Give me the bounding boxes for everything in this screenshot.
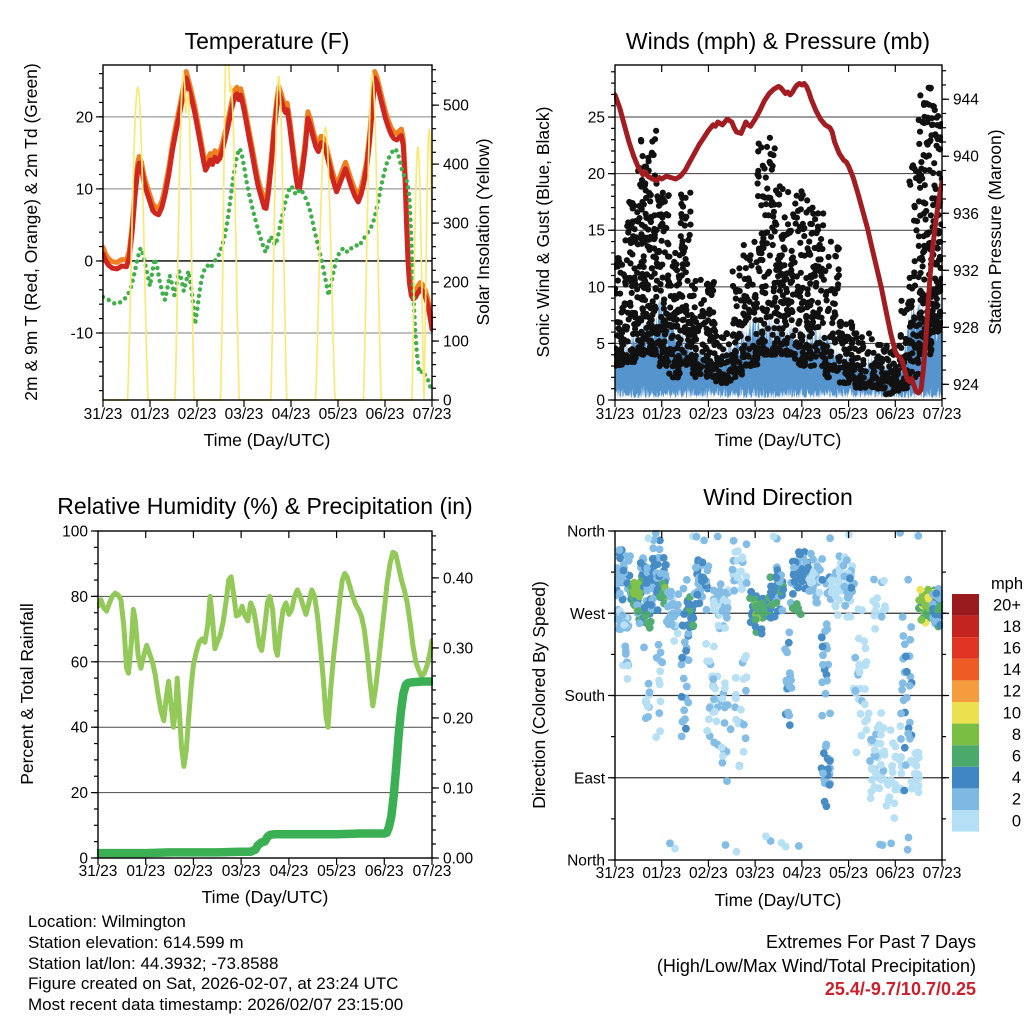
series-direction-dots: [612, 529, 946, 856]
svg-text:04/23: 04/23: [782, 406, 822, 423]
svg-text:20: 20: [70, 785, 88, 803]
svg-text:0.00: 0.00: [443, 850, 474, 868]
svg-text:6: 6: [1011, 747, 1021, 766]
winds-pressure-plot: [512, 0, 1024, 465]
humidity-precipitation-chart: [0, 465, 512, 925]
winds-pressure-chart: [512, 0, 1024, 465]
figure-created-timestamp: Figure created on Sat, 2026-02-07, at 23:24 UTC: [28, 974, 399, 994]
svg-text:40: 40: [70, 719, 88, 737]
svg-text:02/23: 02/23: [689, 406, 728, 423]
temperature-chart: [0, 0, 512, 465]
svg-text:03/23: 03/23: [735, 865, 775, 882]
svg-text:05/23: 05/23: [318, 406, 358, 423]
svg-text:5: 5: [596, 335, 605, 353]
humidity-precip-series: [98, 552, 432, 853]
temperature-series: [103, 30, 432, 400]
svg-text:05/23: 05/23: [829, 865, 868, 882]
svg-text:100: 100: [443, 333, 469, 351]
svg-text:01/23: 01/23: [642, 406, 682, 423]
series-relative-humidity: [98, 552, 432, 766]
series-solar: [103, 30, 432, 400]
recent-data-timestamp: Most recent data timestamp: 2026/02/07 23:15:00: [28, 995, 404, 1015]
svg-text:07/23: 07/23: [922, 865, 962, 882]
svg-text:04/23: 04/23: [269, 863, 309, 880]
svg-text:Time (Day/UTC): Time (Day/UTC): [714, 890, 842, 910]
svg-text:01/23: 01/23: [126, 863, 166, 880]
svg-text:20: 20: [75, 109, 93, 127]
svg-text:01/23: 01/23: [642, 865, 682, 882]
svg-text:31/23: 31/23: [595, 406, 635, 423]
svg-text:0: 0: [79, 850, 88, 868]
svg-text:-10: -10: [70, 325, 93, 343]
svg-text:10: 10: [75, 181, 93, 199]
svg-text:Relative Humidity (%) & Precip: Relative Humidity (%) & Precipitation (in): [57, 493, 473, 519]
svg-text:932: 932: [953, 262, 979, 280]
svg-text:Direction (Colored By Speed): Direction (Colored By Speed): [529, 581, 549, 809]
svg-text:80: 80: [70, 588, 88, 606]
svg-text:2: 2: [1011, 790, 1021, 809]
svg-text:Winds (mph) & Pressure (mb): Winds (mph) & Pressure (mb): [625, 28, 931, 54]
wind-direction-series: [612, 529, 946, 856]
svg-text:Time (Day/UTC): Time (Day/UTC): [203, 430, 331, 450]
svg-text:936: 936: [953, 205, 979, 223]
svg-text:31/23: 31/23: [78, 863, 118, 880]
svg-text:2m & 9m T (Red, Orange) & 2m T: 2m & 9m T (Red, Orange) & 2m Td (Green): [21, 63, 41, 401]
extremes-values: 25.4/-9.7/10.7/0.25: [824, 979, 976, 999]
svg-text:06/23: 06/23: [875, 406, 915, 423]
station-info: [28, 912, 403, 1016]
svg-text:200: 200: [443, 274, 469, 292]
svg-text:Time (Day/UTC): Time (Day/UTC): [714, 430, 842, 450]
wind-direction-chart: [512, 465, 1024, 945]
svg-text:06/23: 06/23: [875, 865, 915, 882]
svg-text:31/23: 31/23: [595, 865, 635, 882]
svg-text:0: 0: [443, 392, 452, 410]
winds-pressure-series: [612, 84, 945, 399]
svg-text:928: 928: [953, 319, 979, 337]
svg-text:05/23: 05/23: [829, 406, 868, 423]
svg-text:07/23: 07/23: [412, 406, 452, 423]
svg-text:31/23: 31/23: [83, 406, 123, 423]
svg-text:924: 924: [953, 376, 979, 394]
svg-text:07/23: 07/23: [412, 863, 452, 880]
station-location: Location: Wilmington: [28, 912, 186, 931]
svg-text:North: North: [567, 523, 605, 541]
svg-text:0.10: 0.10: [443, 780, 474, 798]
wind-speed-legend: [952, 575, 1023, 832]
svg-text:18: 18: [1002, 617, 1021, 636]
temperature-plot: [0, 0, 512, 465]
station-elevation: Station elevation: 614.599 m: [28, 932, 244, 952]
svg-text:South: South: [564, 688, 605, 705]
svg-text:300: 300: [443, 215, 469, 233]
station-latlon: Station lat/lon: 44.3932; -73.8588: [28, 953, 279, 973]
svg-text:0.40: 0.40: [443, 570, 474, 588]
svg-text:mph: mph: [990, 575, 1024, 593]
humidity-precip-plot: [0, 465, 512, 925]
svg-text:Sonic Wind & Gust (Blue, Black: Sonic Wind & Gust (Blue, Black): [533, 106, 553, 358]
extremes-summary: [657, 931, 976, 1002]
svg-text:West: West: [569, 605, 605, 623]
svg-text:Station Pressure (Maroon): Station Pressure (Maroon): [985, 129, 1005, 335]
svg-text:Solar Insolation (Yellow): Solar Insolation (Yellow): [473, 138, 493, 326]
svg-text:05/23: 05/23: [317, 863, 356, 880]
svg-text:02/23: 02/23: [177, 406, 217, 423]
svg-text:8: 8: [1011, 725, 1021, 744]
svg-text:14: 14: [1002, 661, 1021, 680]
svg-text:06/23: 06/23: [364, 863, 404, 880]
series-total-precip: [98, 682, 432, 854]
svg-text:25: 25: [587, 109, 605, 127]
svg-text:06/23: 06/23: [365, 406, 405, 423]
svg-text:400: 400: [443, 156, 469, 174]
svg-text:07/23: 07/23: [922, 406, 962, 423]
svg-text:Wind Direction: Wind Direction: [703, 484, 853, 510]
svg-text:East: East: [573, 770, 605, 788]
svg-text:Time (Day/UTC): Time (Day/UTC): [201, 887, 329, 907]
svg-text:0: 0: [596, 392, 605, 410]
svg-text:100: 100: [62, 523, 88, 541]
svg-text:02/23: 02/23: [174, 863, 213, 880]
svg-text:944: 944: [953, 91, 979, 109]
svg-text:12: 12: [1002, 682, 1021, 701]
svg-text:0.30: 0.30: [443, 640, 474, 658]
svg-text:04/23: 04/23: [271, 406, 311, 423]
svg-text:North: North: [567, 852, 605, 870]
svg-text:Temperature (F): Temperature (F): [184, 28, 350, 54]
svg-text:01/23: 01/23: [130, 406, 170, 423]
svg-text:03/23: 03/23: [735, 406, 775, 423]
svg-text:04/23: 04/23: [782, 865, 822, 882]
svg-text:02/23: 02/23: [689, 865, 728, 882]
svg-text:0.20: 0.20: [443, 710, 474, 728]
svg-text:940: 940: [953, 148, 979, 166]
svg-text:60: 60: [70, 654, 88, 672]
svg-text:500: 500: [443, 97, 469, 115]
svg-text:10: 10: [587, 279, 605, 297]
svg-text:20: 20: [587, 166, 605, 184]
svg-text:4: 4: [1011, 769, 1021, 788]
extremes-heading: Extremes For Past 7 Days: [765, 932, 976, 952]
svg-text:16: 16: [1002, 639, 1021, 658]
svg-text:0: 0: [84, 253, 93, 271]
svg-text:Percent & Total Rainfall: Percent & Total Rainfall: [17, 603, 37, 785]
extremes-subheading: (High/Low/Max Wind/Total Precipitation): [656, 955, 976, 976]
svg-text:15: 15: [587, 222, 605, 240]
svg-text:20+: 20+: [993, 596, 1021, 615]
wind-direction-plot: [512, 465, 1024, 945]
svg-text:0: 0: [1011, 812, 1021, 831]
series-t2m: [103, 78, 432, 329]
svg-text:10: 10: [1002, 704, 1021, 723]
svg-text:03/23: 03/23: [224, 406, 264, 423]
svg-text:03/23: 03/23: [221, 863, 261, 880]
